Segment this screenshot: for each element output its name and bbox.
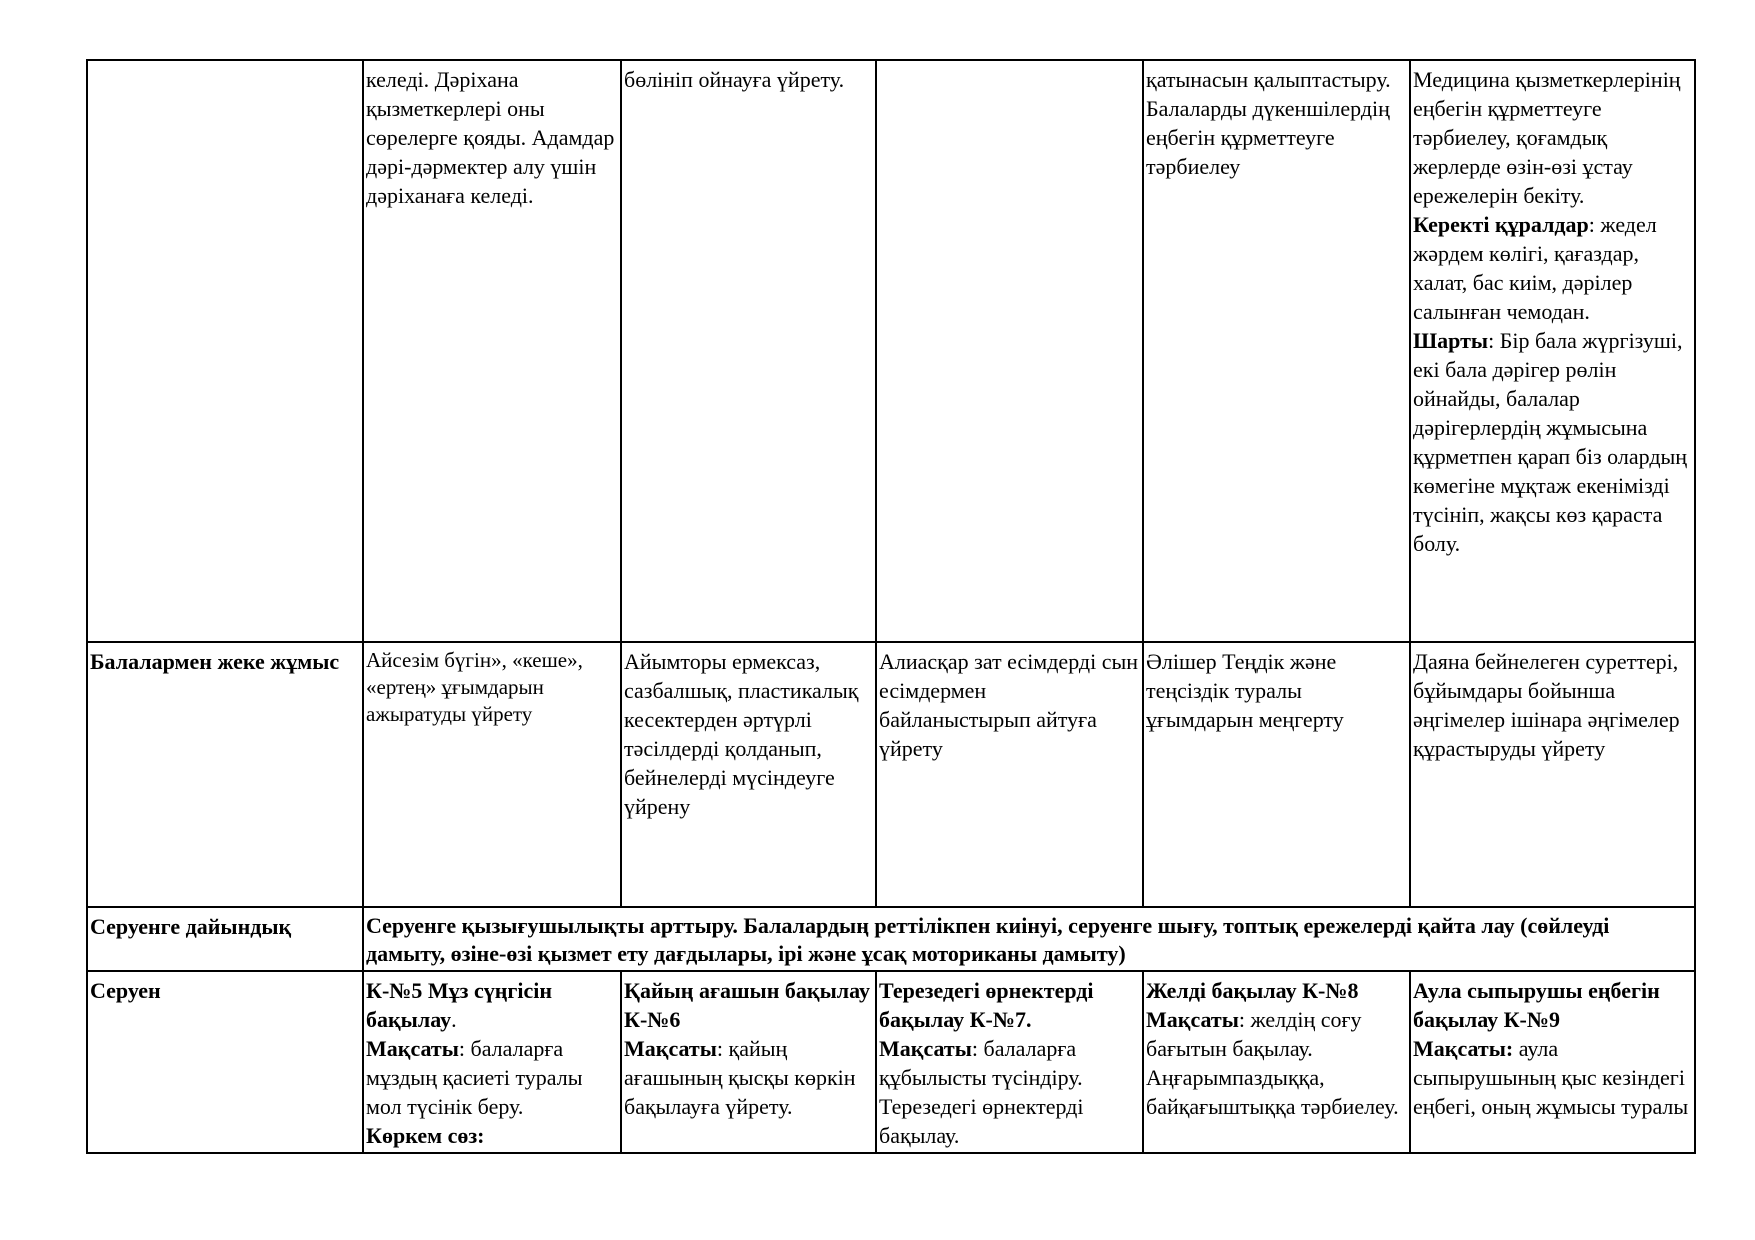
medicine-intro: Медицина қызметкерлерінің еңбегін құрметтеуге тәрбиелеу, қоғамдық жерлерде өзін-өзі ұстау ережелерін бекіту.	[1413, 67, 1681, 208]
walk-4-goal-text: : желдің соғу бағытын бақылау. Аңғарымпаздыққа, байқағыштыққа тәрбиелеу.	[1146, 1007, 1399, 1119]
walk-1-goal-text: : балаларға мұздың қасиеті туралы мол түсінік беру.	[366, 1036, 583, 1119]
walk-1-title-tail: .	[451, 1007, 457, 1032]
row-label-walk: Серуен	[87, 971, 363, 1153]
cell-dayana: Даяна бейнелеген суреттері, бұйымдары бойынша әңгімелер ішінара әңгімелер құрастыруды үйрету	[1410, 642, 1695, 907]
row-label-individual-work: Балалармен жеке жұмыс	[87, 642, 363, 907]
cell-shop-text: қатынасын қалыптастыру. Балаларды дүкеншілердің еңбегін құрметтеуге тәрбиелеу	[1143, 60, 1410, 642]
plan-table	[86, 59, 1696, 1154]
walk-1-extra: Көркем сөз:	[366, 1123, 485, 1148]
walk-2-goal-label: Мақсаты	[624, 1036, 717, 1061]
cell-alisher: Әлішер Теңдік және теңсіздік туралы ұғымдарын меңгерту	[1143, 642, 1410, 907]
cell-walk-3	[876, 971, 1143, 1153]
walk-2-title: Қайың ағашын бақылау К-№6	[624, 978, 870, 1032]
row-label-walk-preparation: Серуенге дайындық	[87, 907, 363, 971]
rules-text: : Бір бала жүргізуші, екі бала дәрігер рөлін ойнайды, балалар дәрігерлердің жұмысына құрметпен қарап біз олардың көмегіне мұқтаж екенімізді түсініп, жақсы көз қараста болу.	[1413, 328, 1688, 556]
walk-3-goal-label: Мақсаты	[879, 1036, 972, 1061]
walk-4-goal-label: Мақсаты	[1146, 1007, 1239, 1032]
cell-group-play-text: бөлініп ойнауға үйрету.	[621, 60, 876, 642]
walk-1-goal-label: Мақсаты	[366, 1036, 459, 1061]
table-row	[87, 907, 1695, 971]
cell-walk-5	[1410, 971, 1695, 1153]
walk-5-goal-text: аула сыпырушының қыс кезіндегі еңбегі, оның жұмысы туралы	[1413, 1036, 1689, 1119]
table-row	[87, 642, 1695, 907]
cell-pharmacy-text: келеді. Дәріхана қызметкерлері оны сөрелерге қояды. Адамдар дәрі-дәрмектер алу үшін дәріханаға келеді.	[363, 60, 621, 642]
table-row	[87, 971, 1695, 1153]
table-row	[87, 60, 1695, 642]
walk-3-title: Терезедегі өрнектерді бақылау К-№7.	[879, 978, 1094, 1032]
walk-5-goal-label: Мақсаты:	[1413, 1036, 1514, 1061]
cell-aliaskar: Алиасқар зат есімдерді сын есімдермен байланыстырып айтуға үйрету	[876, 642, 1143, 907]
tools-text: : жедел жәрдем көлігі, қағаздар, халат, бас киім, дәрілер салынған чемодан.	[1413, 212, 1657, 324]
cell-medicine-role-play	[1410, 60, 1695, 642]
tools-label: Керекті құралдар	[1413, 212, 1589, 237]
walk-2-goal-text: : қайың ағашының қысқы көркін бақылауға үйрету.	[624, 1036, 856, 1119]
walk-3-goal-text: : балаларға құбылысты түсіндіру. Терезедегі өрнектерді бақылау.	[879, 1036, 1084, 1148]
cell-walk-1	[363, 971, 621, 1153]
walk-4-title: Желді бақылау К-№8	[1146, 978, 1359, 1003]
walk-1-title: К-№5 Мұз сүңгісін бақылау	[366, 978, 553, 1032]
cell-aisezim: Айсезім бүгін», «кеше», «ертең» ұғымдарын ажыратуды үйрету	[363, 642, 621, 907]
cell-walk-preparation-text: Серуенге қызығушылықты арттыру. Балалардың реттілікпен киінуі, серуенге шығу, топтық ережелерді қайта лау (сөйлеуді дамыту, өзіне-өзі қызмет ету дағдылары, ірі және ұсақ моториканы дамыту)	[363, 907, 1695, 971]
cell-walk-2	[621, 971, 876, 1153]
rules-label: Шарты	[1413, 328, 1489, 353]
cell-aiymtory: Айымторы ермексаз, сазбалшық, пластикалық кесектерден әртүрлі тәсілдерді қолданып, бейнелерді мүсіндеуге үйрену	[621, 642, 876, 907]
cell-walk-4	[1143, 971, 1410, 1153]
row-label	[87, 60, 363, 642]
cell-empty	[876, 60, 1143, 642]
walk-5-title: Аула сыпырушы еңбегін бақылау К-№9	[1413, 978, 1660, 1032]
